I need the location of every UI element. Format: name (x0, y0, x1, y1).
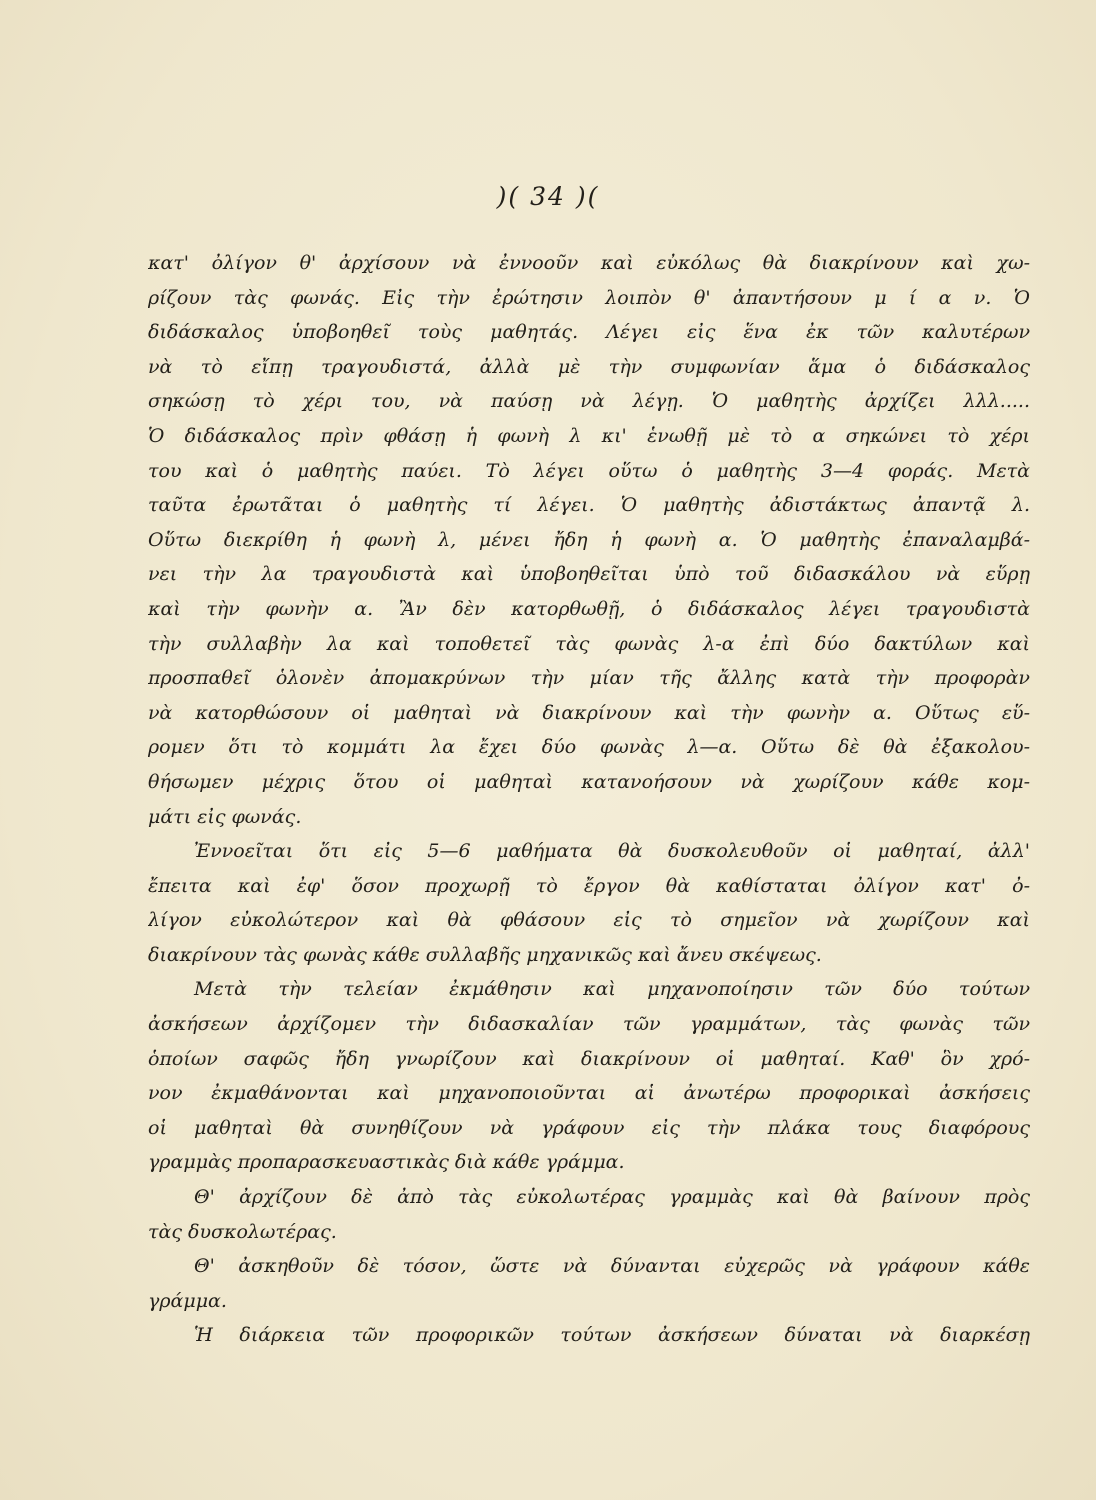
text-line: ρίζουν τὰς φωνάς. Εἰς τὴν ἐρώτησιν λοιπὸν θ' ἀπαντήσουν μ ί α ν. Ὁ (148, 286, 1030, 309)
text-line: προσπαθεῖ ὁλονὲν ἀπομακρύνων τὴν μίαν τῆς ἄλλης κατὰ τὴν προφορὰν (148, 667, 1030, 690)
text-line: λίγον εὐκολώτερον καὶ θὰ φθάσουν εἰς τὸ σημεῖον νὰ χωρίζουν καὶ (148, 909, 1030, 932)
text-line: Μετὰ τὴν τελείαν ἐκμάθησιν καὶ μηχανοποίησιν τῶν δύο τούτων (194, 978, 1030, 1001)
text-line: ἔπειτα καὶ ἐφ' ὅσον προχωρῇ τὸ ἔργον θὰ καθίσταται ὀλίγον κατ' ὀ- (148, 874, 1030, 897)
text-line: σηκώσῃ τὸ χέρι του, νὰ παύσῃ νὰ λέγῃ. Ὁ μαθητὴς ἀρχίζει λλλ..... (148, 390, 1030, 413)
text-line: ὁποίων σαφῶς ἤδη γνωρίζουν καὶ διακρίνουν οἱ μαθηταί. Καθ' ὃν χρό- (148, 1047, 1030, 1070)
text-line: ρομεν ὅτι τὸ κομμάτι λα ἔχει δύο φωνὰς λ—α. Οὕτω δὲ θὰ ἐξακολου- (148, 736, 1030, 759)
text-line: τὰς δυσκολωτέρας. (148, 1220, 337, 1243)
text-line: γραμμὰς προπαρασκευαστικὰς διὰ κάθε γράμμα. (148, 1151, 625, 1174)
text-line: οἱ μαθηταὶ θὰ συνηθίζουν νὰ γράφουν εἰς τὴν πλάκα τους διαφόρους (148, 1116, 1030, 1139)
text-line: Θ' ἀρχίζουν δὲ ἀπὸ τὰς εὐκολωτέρας γραμμὰς καὶ θὰ βαίνουν πρὸς (194, 1186, 1030, 1209)
text-line: τὴν συλλαβὴν λα καὶ τοποθετεῖ τὰς φωνὰς λ-α ἐπὶ δύο δακτύλων καὶ (148, 632, 1030, 655)
text-line: Ἐννοεῖται ὅτι εἰς 5—6 μαθήματα θὰ δυσκολευθοῦν οἱ μαθηταί, ἀλλ' (194, 840, 1030, 863)
text-line: διδάσκαλος ὑποβοηθεῖ τοὺς μαθητάς. Λέγει εἰς ἕνα ἐκ τῶν καλυτέρων (148, 321, 1030, 344)
text-line: του καὶ ὁ μαθητὴς παύει. Τὸ λέγει οὕτω ὁ μαθητὴς 3—4 φοράς. Μετὰ (148, 459, 1030, 482)
text-line: νὰ τὸ εἴπῃ τραγουδιστά, ἀλλὰ μὲ τὴν συμφωνίαν ἅμα ὁ διδάσκαλος (148, 355, 1030, 378)
text-line: θήσωμεν μέχρις ὅτου οἱ μαθηταὶ κατανοήσουν νὰ χωρίζουν κάθε κομ- (148, 770, 1030, 793)
text-line: Ἡ διάρκεια τῶν προφορικῶν τούτων ἀσκήσεων δύναται νὰ διαρκέσῃ (194, 1324, 1030, 1347)
page-number: )( 34 )( (496, 182, 600, 211)
text-line: κατ' ὀλίγον θ' ἀρχίσουν νὰ ἐννοοῦν καὶ εὐκόλως θὰ διακρίνουν καὶ χω- (148, 252, 1030, 274)
text-line: καὶ τὴν φωνὴν α. Ἂν δὲν κατορθωθῇ, ὁ διδάσκαλος λέγει τραγουδιστὰ (148, 597, 1030, 620)
text-line: Ὁ διδάσκαλος πρὶν φθάσῃ ἡ φωνὴ λ κι' ἑνωθῇ μὲ τὸ α σηκώνει τὸ χέρι (148, 424, 1030, 447)
body-text (148, 246, 1030, 1353)
text-line: διακρίνουν τὰς φωνὰς κάθε συλλαβῆς μηχανικῶς καὶ ἄνευ σκέψεως. (148, 943, 822, 966)
text-line: μάτι εἰς φωνάς. (148, 805, 302, 828)
text-line: Οὕτω διεκρίθη ἡ φωνὴ λ, μένει ἤδη ἡ φωνὴ α. Ὁ μαθητὴς ἐπαναλαμβά- (148, 528, 1030, 551)
text-line: ἀσκήσεων ἀρχίζομεν τὴν διδασκαλίαν τῶν γραμμάτων, τὰς φωνὰς τῶν (148, 1013, 1030, 1036)
text-line: Θ' ἀσκηθοῦν δὲ τόσον, ὥστε νὰ δύνανται εὐχερῶς νὰ γράφουν κάθε (194, 1255, 1030, 1278)
text-line: γράμμα. (148, 1289, 227, 1312)
text-line: ταῦτα ἐρωτᾶται ὁ μαθητὴς τί λέγει. Ὁ μαθητὴς ἀδιστάκτως ἀπαντᾷ λ. (148, 494, 1030, 517)
text-line: νον ἐκμαθάνονται καὶ μηχανοποιοῦνται αἱ ἀνωτέρω προφορικαὶ ἀσκήσεις (148, 1082, 1030, 1105)
text-line: νὰ κατορθώσουν οἱ μαθηταὶ νὰ διακρίνουν καὶ τὴν φωνὴν α. Οὕτως εὕ- (148, 701, 1030, 724)
text-line: νει τὴν λα τραγουδιστὰ καὶ ὑποβοηθεῖται ὑπὸ τοῦ διδασκάλου νὰ εὕρῃ (148, 563, 1030, 586)
